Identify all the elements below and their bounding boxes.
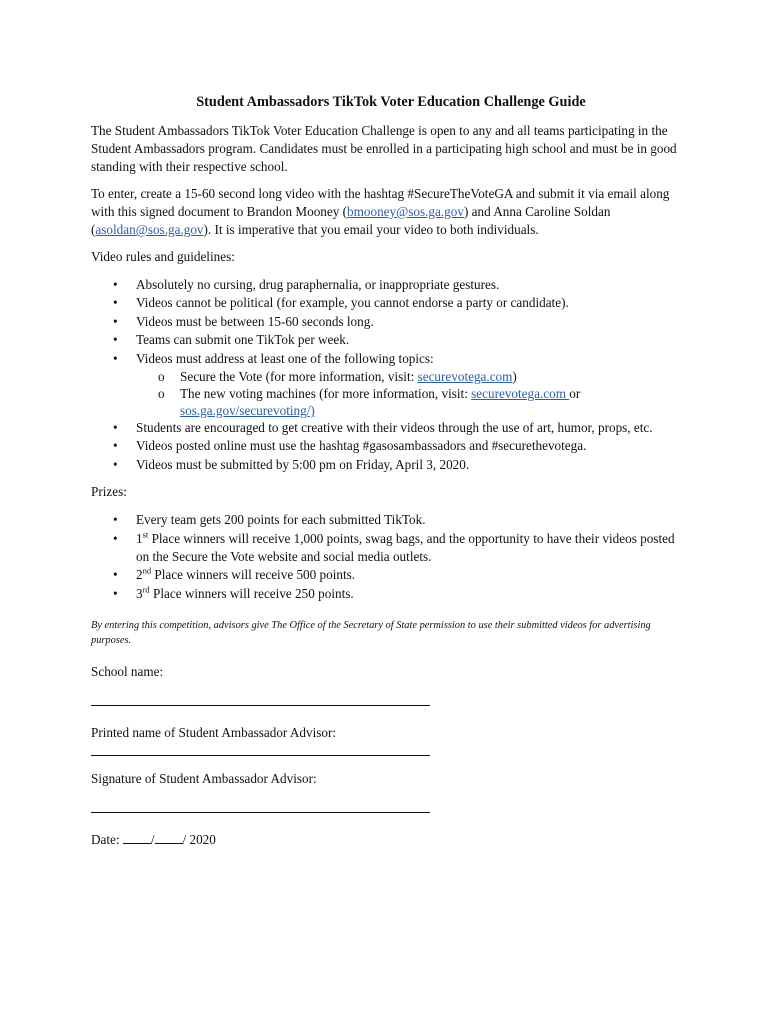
prize-rank-suffix: nd [142, 566, 152, 577]
entry-text-1: To enter, create a 15-60 second long video with the hashtag #SecureTheVoteGA and submit it via email along with this signed document to Brandon Mooney ( [91, 186, 670, 219]
topic-or: or [569, 386, 581, 402]
rules-heading: Video rules and guidelines: [91, 249, 235, 264]
entry-text-3: ). It is imperative that you email your video to both individuals. [203, 222, 539, 237]
rules-list [91, 276, 691, 474]
signature-label: Signature of Student Ambassador Advisor: [91, 771, 317, 787]
prizes-heading: Prizes: [91, 484, 127, 500]
prize-rank-suffix: st [142, 529, 149, 540]
date-day-field[interactable] [155, 843, 183, 844]
rule-topics-text: Videos must address at least one of the following topics: [136, 350, 434, 366]
email-link-soldan[interactable]: asoldan@sos.ga.gov [95, 222, 204, 237]
email-link-mooney[interactable]: bmooney@sos.ga.gov [347, 204, 464, 219]
prize-text: Place winners will receive 1,000 points, swag bags, and the opportunity to have their videos posted on the Secure the Vote website and social media outlets. [136, 530, 675, 565]
prize-item [113, 585, 691, 603]
rule-item: • Videos cannot be political (for example, you cannot endorse a party or candidate). [113, 294, 691, 312]
rule-item: • Videos must be submitted by 5:00 pm on Friday, April 3, 2020. [113, 456, 691, 474]
rule-item: • Videos must be between 15-60 seconds long. [113, 313, 691, 331]
rule-item: • Students are encouraged to get creative with their videos through the use of art, humor, props, etc. [113, 419, 691, 437]
permission-note: By entering this competition, advisors give The Office of the Secretary of State permission to use their submitted videos for advertising purposes. [91, 620, 651, 646]
prize-text: Place winners will receive 250 points. [149, 585, 354, 601]
topic-item [158, 385, 691, 419]
prize-rank: 1 [136, 530, 143, 546]
signature-field[interactable] [91, 812, 430, 813]
intro-paragraph: The Student Ambassadors TikTok Voter Education Challenge is open to any and all teams participating in the Student Ambassadors program. Candidates must be enrolled in a participating high school and must be in good standing with their respective school. [91, 123, 677, 174]
document-title: Student Ambassadors TikTok Voter Education Challenge Guide [196, 94, 586, 110]
date-year: / 2020 [182, 832, 216, 848]
entry-text-2: ) and Anna Caroline Soldan ( [91, 204, 611, 237]
topics-sublist [136, 368, 691, 419]
prize-rank-suffix: rd [142, 584, 150, 595]
date-separator: / [150, 832, 155, 848]
prize-rank: 2 [136, 567, 143, 583]
prize-text: Place winners will receive 500 points. [151, 567, 356, 583]
rule-item: • Videos posted online must use the hashtag #gasosambassadors and #securethevotega. [113, 437, 691, 455]
rule-item: • Absolutely no cursing, drug paraphernalia, or inappropriate gestures. [113, 276, 691, 294]
prize-item: • Every team gets 200 points for each submitted TikTok. [113, 511, 691, 529]
securevotega-link[interactable]: securevotega.com [417, 369, 513, 385]
securevotega-link[interactable]: securevotega.com [471, 386, 570, 402]
date-row [91, 831, 691, 849]
prizes-list [91, 511, 691, 603]
printed-name-field[interactable] [91, 755, 430, 756]
date-label: Date: [91, 832, 123, 848]
document-page [91, 93, 691, 849]
topic-close: ) [512, 369, 517, 385]
prize-item [113, 566, 691, 584]
prize-item [113, 530, 691, 567]
date-month-field[interactable] [123, 843, 151, 844]
topic-item [158, 368, 691, 385]
topic-text: Secure the Vote (for more information, visit: [180, 369, 418, 385]
school-name-field[interactable] [91, 705, 430, 706]
printed-name-label: Printed name of Student Ambassador Advisor: [91, 725, 337, 741]
rule-item: • Teams can submit one TikTok per week. [113, 331, 691, 349]
school-name-label: School name: [91, 664, 164, 680]
topic-text: The new voting machines (for more information, visit: [180, 386, 472, 402]
entry-paragraph [91, 185, 691, 239]
prize-rank: 3 [136, 585, 143, 601]
securevoting-link[interactable]: sos.ga.gov/securevoting/) [180, 403, 315, 419]
rule-item [113, 350, 691, 419]
